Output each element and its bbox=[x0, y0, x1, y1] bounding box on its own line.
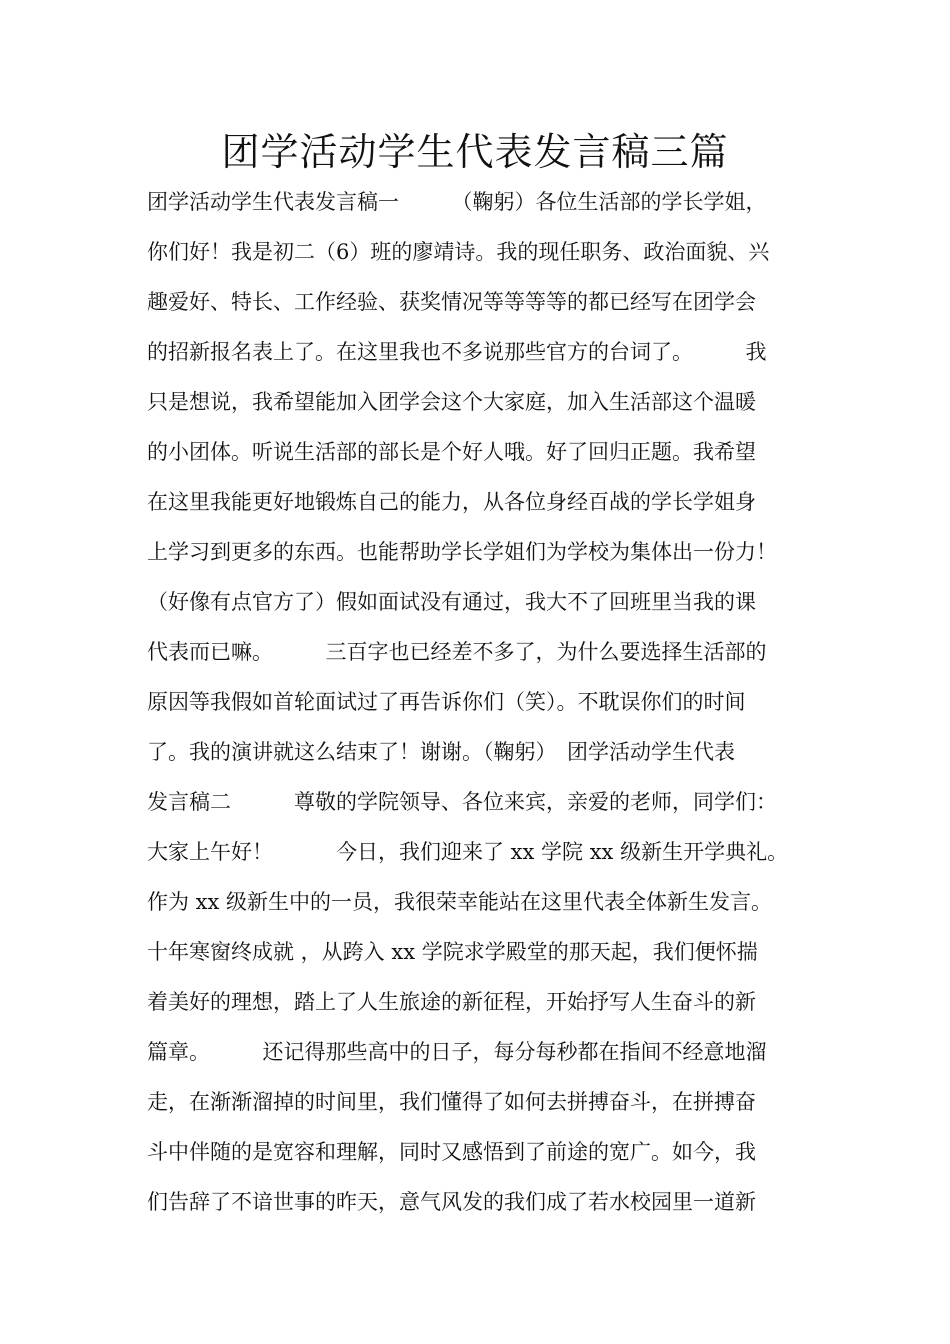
body-line: 斗中伴随的是宽容和理解，同时又感悟到了前途的宽广。如今，我 bbox=[147, 1140, 756, 1164]
body-line: 发言稿二 尊敬的学院领导、各位来宾，亲爱的老师，同学们： bbox=[147, 790, 777, 814]
body-line: 在这里我能更好地锻炼自己的能力，从各位身经百战的学长学姐身 bbox=[147, 490, 756, 514]
body-line: 十年寒窗终成就 ，从跨入 xx 学院求学殿堂的那天起，我们便怀揣 bbox=[147, 940, 758, 964]
body-line: 原因等我假如首轮面试过了再告诉你们（笑）。不耽误你们的时间 bbox=[147, 690, 746, 714]
body-line: 只是想说，我希望能加入团学会这个大家庭，加入生活部这个温暖 bbox=[147, 390, 756, 414]
body-line: 了。我的演讲就这么结束了！谢谢。（鞠躬） 团学活动学生代表 bbox=[147, 740, 735, 764]
body-line: 们告辞了不谙世事的昨天，意气风发的我们成了若水校园里一道新 bbox=[147, 1190, 756, 1214]
body-line: 着美好的理想，踏上了人生旅途的新征程，开始抒写人生奋斗的新 bbox=[147, 990, 756, 1014]
body-line: 的招新报名表上了。在这里我也不多说那些官方的台词了。 我 bbox=[147, 340, 767, 364]
body-line: 篇章。 还记得那些高中的日子，每分每秒都在指间不经意地溜 bbox=[147, 1040, 767, 1064]
body-line: 趣爱好、特长、工作经验、获奖情况等等等等的都已经写在团学会 bbox=[147, 290, 756, 314]
body-line: 走，在渐渐溜掉的时间里，我们懂得了如何去拼搏奋斗，在拼搏奋 bbox=[147, 1090, 756, 1114]
document-body bbox=[147, 182, 827, 1232]
body-line: 大家上午好！ 今日，我们迎来了 xx 学院 xx 级新生开学典礼。 bbox=[147, 840, 789, 864]
body-line: （好像有点官方了）假如面试没有通过，我大不了回班里当我的课 bbox=[147, 590, 756, 614]
body-line: 的小团体。听说生活部的部长是个好人哦。好了回归正题。我希望 bbox=[147, 440, 756, 464]
body-line: 上学习到更多的东西。也能帮助学长学姐们为学校为集体出一份力！ bbox=[147, 540, 777, 564]
body-line: 代表而已嘛。 三百字也已经差不多了，为什么要选择生活部的 bbox=[147, 640, 767, 664]
body-line: 团学活动学生代表发言稿一 （鞠躬）各位生活部的学长学姐， bbox=[147, 190, 767, 214]
body-line: 作为 xx 级新生中的一员，我很荣幸能站在这里代表全体新生发言。 bbox=[147, 890, 773, 914]
document-title: 团学活动学生代表发言稿三篇 bbox=[221, 130, 729, 174]
body-line: 你们好！我是初二（6）班的廖靖诗。我的现任职务、政治面貌、兴 bbox=[147, 240, 770, 264]
